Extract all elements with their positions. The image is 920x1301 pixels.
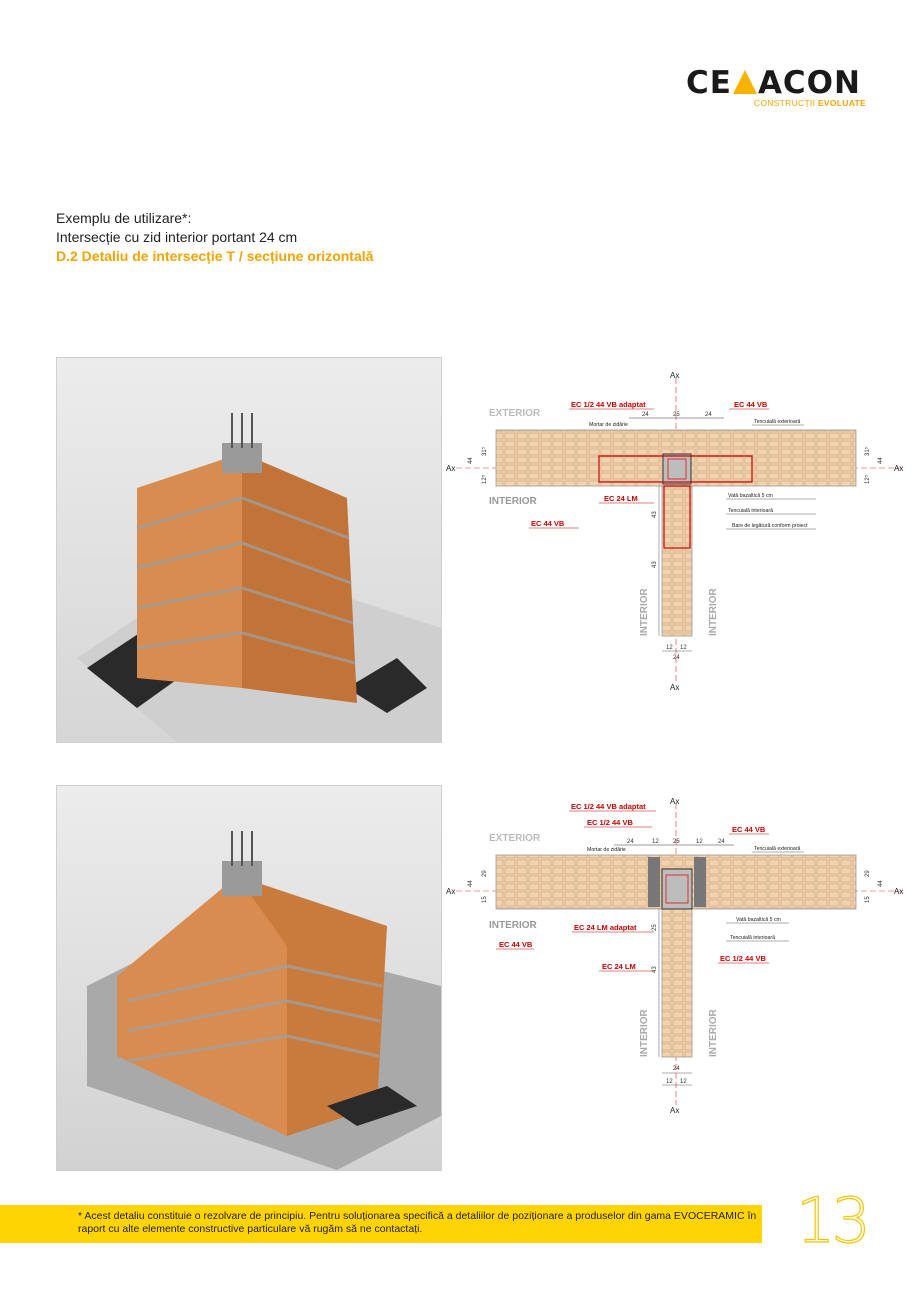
- dimension-label: 12: [680, 645, 687, 651]
- note-int-render: Tencuială interioară: [730, 935, 775, 941]
- dimension-label: 43: [652, 561, 658, 568]
- dimension-label: 24: [718, 839, 725, 845]
- dimension-label: 24: [642, 412, 649, 418]
- logo-triangle-icon: [733, 70, 757, 94]
- axis-label: Ax: [670, 683, 680, 692]
- interior-wall: [662, 486, 692, 636]
- interior-right-label: INTERIOR: [708, 1009, 719, 1057]
- dimension-label: 43: [652, 966, 658, 973]
- product-label: EC 1/2 44 VB: [720, 954, 766, 963]
- note-ext-render: Tencuială exterioară: [754, 846, 801, 852]
- section-drawing-top: [444, 368, 914, 698]
- product-label: EC 44 VB: [732, 825, 766, 834]
- axis-label: Ax: [446, 887, 456, 896]
- dimension-label: 15: [865, 896, 871, 903]
- exterior-label: EXTERIOR: [489, 408, 541, 419]
- product-label: EC 44 VB: [531, 519, 565, 528]
- section-title: D.2 Detaliu de intersecție T / secțiune orizontală: [56, 248, 374, 264]
- intro-block: [56, 209, 476, 266]
- dimension-label: 25: [673, 839, 680, 845]
- dimension-label: 24: [627, 839, 634, 845]
- note-wool: Vată bazaltică 5 cm: [736, 917, 781, 923]
- interior-right-label: INTERIOR: [708, 588, 719, 636]
- dimension-label: 12: [680, 1079, 687, 1085]
- axis-label: Ax: [670, 1106, 680, 1115]
- axis-label: Ax: [446, 464, 456, 473]
- company-logo: [686, 66, 866, 110]
- footer-note: * Acest detaliu constituie o rezolvare de principiu. Pentru soluționarea specifică a detaliilor de poziționare a produselor din gama EVOCERAMIC în raport cu alte elemente constructive particulare vă rugăm să ne contactați.: [78, 1210, 757, 1235]
- dimension-label: 24: [705, 412, 712, 418]
- product-label: EC 44 VB: [499, 940, 533, 949]
- dimension-label: 12: [666, 1079, 673, 1085]
- interior-left-label: INTERIOR: [639, 1009, 650, 1057]
- dimension-label: 44: [468, 880, 474, 887]
- note-mortar: Mortar de zidărie: [587, 847, 626, 853]
- interior-label: INTERIOR: [489, 920, 537, 931]
- dimension-label: 12⁵: [865, 474, 871, 484]
- axis-label: Ax: [670, 797, 680, 806]
- intro-line-example: Exemplu de utilizare*:: [56, 210, 192, 226]
- dimension-label: 12: [696, 839, 703, 845]
- interior-left-label: INTERIOR: [639, 588, 650, 636]
- note-mortar: Mortar de zidărie: [589, 422, 628, 428]
- dimension-label: 12⁵: [482, 474, 488, 484]
- dimension-label: 24: [673, 1066, 680, 1072]
- section-drawing-bottom: [444, 795, 914, 1120]
- dimension-label: 12: [652, 839, 659, 845]
- product-label: EC 1/2 44 VB adaptat: [571, 802, 646, 811]
- dimension-label: 29: [865, 870, 871, 877]
- interior-wall: [662, 909, 692, 1057]
- logo-tagline: CONSTRUCȚII EVOLUATE: [753, 98, 866, 108]
- dimension-label: 43: [652, 511, 658, 518]
- exterior-label: EXTERIOR: [489, 833, 541, 844]
- logo-wordmark: CE ACON: [686, 65, 861, 101]
- axis-label: Ax: [894, 464, 904, 473]
- render-photo-top: [56, 357, 442, 743]
- dimension-label: 15: [482, 896, 488, 903]
- dimension-label: 12: [666, 645, 673, 651]
- note-bars: Bare de legătură conform proiect: [732, 523, 808, 529]
- note-ext-render: Tencuială exterioară: [754, 419, 801, 425]
- dimension-label: 31⁵: [865, 446, 871, 456]
- dimension-label: 44: [878, 880, 884, 887]
- product-label: EC 24 LM: [602, 962, 636, 971]
- note-wool: Vată bazaltică 5 cm: [728, 493, 773, 499]
- page-number: 13: [796, 1184, 867, 1257]
- dimension-label: 25: [673, 412, 680, 418]
- product-label: EC 24 LM: [604, 494, 638, 503]
- dimension-label: 24: [673, 655, 680, 661]
- interior-label: INTERIOR: [489, 496, 537, 507]
- axis-label: Ax: [670, 371, 680, 380]
- product-label: EC 1/2 44 VB: [587, 818, 633, 827]
- render-photo-bottom: [56, 785, 442, 1171]
- product-label: EC 1/2 44 VB adaptat: [571, 400, 646, 409]
- dimension-label: 25: [652, 924, 658, 931]
- dimension-label: 44: [468, 457, 474, 464]
- axis-label: Ax: [894, 887, 904, 896]
- product-label: EC 24 LM adaptat: [574, 923, 637, 932]
- dimension-label: 31⁵: [482, 446, 488, 456]
- note-int-render: Tencuială interioară: [728, 508, 773, 514]
- dimension-label: 29: [482, 870, 488, 877]
- dimension-label: 44: [878, 457, 884, 464]
- product-label: EC 44 VB: [734, 400, 768, 409]
- intro-line-intersection: Intersecție cu zid interior portant 24 cm: [56, 229, 298, 245]
